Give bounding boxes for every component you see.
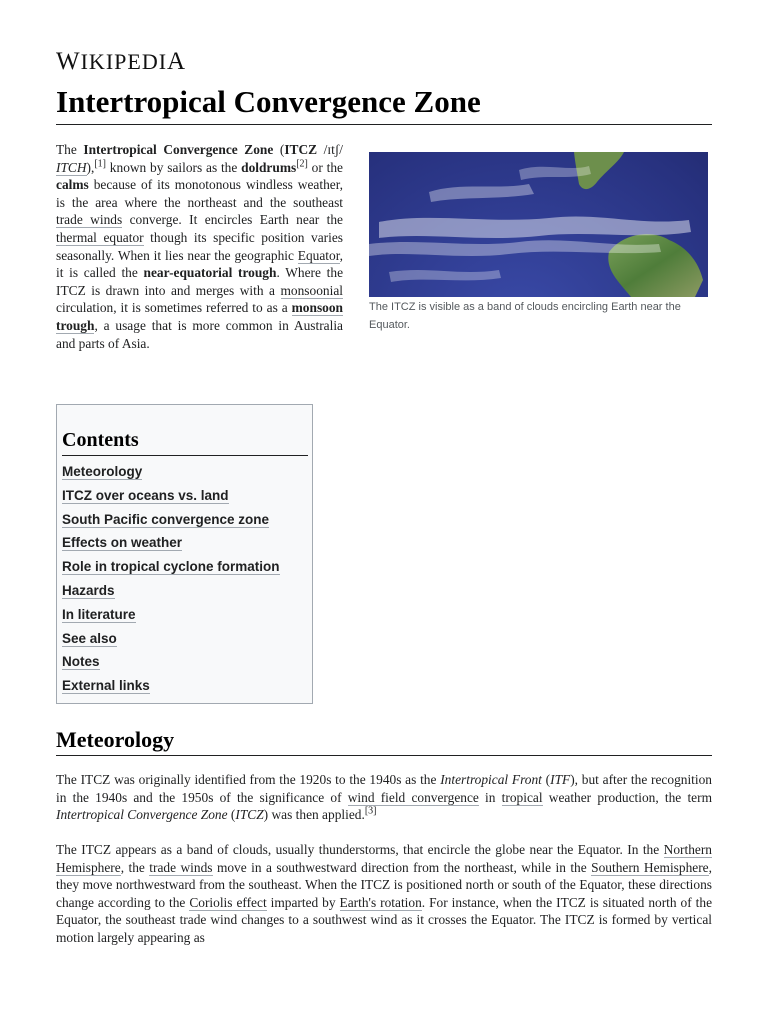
inline-link[interactable]: Northern Hemisphere bbox=[56, 842, 712, 875]
inline-link[interactable]: trade winds bbox=[149, 859, 213, 875]
toc-link-in-literature[interactable]: In literature bbox=[62, 606, 136, 622]
toc-link-see-also[interactable]: See also bbox=[62, 630, 117, 646]
toc-item bbox=[62, 558, 280, 582]
citation-ref[interactable]: [1] bbox=[94, 158, 106, 170]
toc-item bbox=[62, 487, 280, 511]
inline-link[interactable]: ITCH bbox=[56, 159, 87, 175]
table-of-contents bbox=[56, 404, 313, 704]
toc-link-itcz-over-oceans[interactable]: ITCZ over oceans vs. land bbox=[62, 487, 229, 503]
toc-link-effects-on-weather[interactable]: Effects on weather bbox=[62, 535, 183, 551]
inline-link[interactable]: trade winds bbox=[56, 212, 123, 228]
toc-item bbox=[62, 582, 280, 606]
page-title: Intertropical Convergence Zone bbox=[56, 84, 712, 125]
inline-link[interactable]: Equator bbox=[297, 247, 340, 263]
toc-link-notes[interactable]: Notes bbox=[62, 654, 100, 670]
toc-item bbox=[62, 653, 280, 677]
lead-paragraph: The Intertropical Convergence Zone (ITCZ /ɪtʃ/ ITCH),[1] known by sailors as the doldrums[2] or the calms because of its monotonous windless weather, is the area where the northeast and the southeast trade winds converge. It encircles Earth near the thermal equator though its specific position varies seasonally. When it lies near the geographic Equator, it is called the near-equatorial trough. Where the ITCZ is drawn into and merges with a monsoonial circulation, it is sometimes referred to as a monsoon trough, a usage that is more common in Australia and parts of Asia. bbox=[56, 142, 344, 351]
infobox-figure bbox=[369, 152, 708, 334]
toc-link-south-pacific[interactable]: South Pacific convergence zone bbox=[62, 511, 270, 527]
toc-link-external-links[interactable]: External links bbox=[62, 678, 150, 694]
toc-item bbox=[62, 463, 280, 487]
inline-link[interactable]: Southern Hemisphere bbox=[591, 859, 709, 875]
meteorology-paragraph-1: The ITCZ was originally identified from the 1920s to the 1940s as the Intertropical Front (ITF), but after the recognition in the 1940s and the 1950s of the significance of wind field convergence in tropical weather production, the term Intertropical Convergence Zone (ITCZ) was then applied.[3] bbox=[56, 772, 713, 823]
inline-link[interactable]: wind field convergence bbox=[347, 789, 479, 805]
toc-list bbox=[62, 463, 280, 701]
toc-item bbox=[62, 606, 280, 630]
inline-link[interactable]: thermal equator bbox=[56, 229, 144, 245]
wikipedia-wordmark[interactable] bbox=[56, 48, 186, 76]
meteorology-paragraph-2: The ITCZ appears as a band of clouds, usually thunderstorms, that encircle the globe near the Equator. In the Northern Hemisphere, the trade winds move in a southwestward direction from the northeast, while in the Southern Hemisphere, they move northwestward from the southeast. When the ITCZ is positioned north or south of the Equator, these directions change according to the Coriolis effect imparted by Earth's rotation. For instance, when the ITCZ is situated north of the Equator, the southeast trade wind changes to a southwest wind as it crosses the Equator. The ITCZ is formed by vertical motion largely appearing as bbox=[56, 842, 713, 945]
citation-ref[interactable]: [2] bbox=[296, 158, 308, 170]
section-heading-meteorology: Meteorology bbox=[56, 727, 712, 756]
inline-link[interactable]: monsoonial bbox=[280, 282, 343, 298]
wordmark-text: WIKIPEDIA bbox=[56, 48, 187, 75]
toc-title: Contents bbox=[62, 429, 308, 456]
toc-link-hazards[interactable]: Hazards bbox=[62, 582, 115, 598]
toc-item bbox=[62, 511, 280, 535]
toc-item bbox=[62, 677, 280, 701]
inline-link[interactable]: tropical bbox=[501, 789, 543, 805]
inline-link[interactable]: Coriolis effect bbox=[189, 894, 267, 910]
toc-item bbox=[62, 534, 280, 558]
toc-item bbox=[62, 630, 280, 654]
toc-link-tropical-cyclone[interactable]: Role in tropical cyclone formation bbox=[62, 559, 280, 575]
earth-satellite-image[interactable] bbox=[369, 152, 708, 297]
inline-link[interactable]: monsoon trough bbox=[56, 300, 343, 333]
citation-ref[interactable]: [3] bbox=[364, 805, 377, 817]
inline-link[interactable]: Earth's rotation bbox=[339, 894, 422, 910]
toc-link-meteorology[interactable]: Meteorology bbox=[62, 464, 143, 479]
figure-caption: The ITCZ is visible as a band of clouds encircling Earth near the Equator. bbox=[369, 301, 681, 331]
